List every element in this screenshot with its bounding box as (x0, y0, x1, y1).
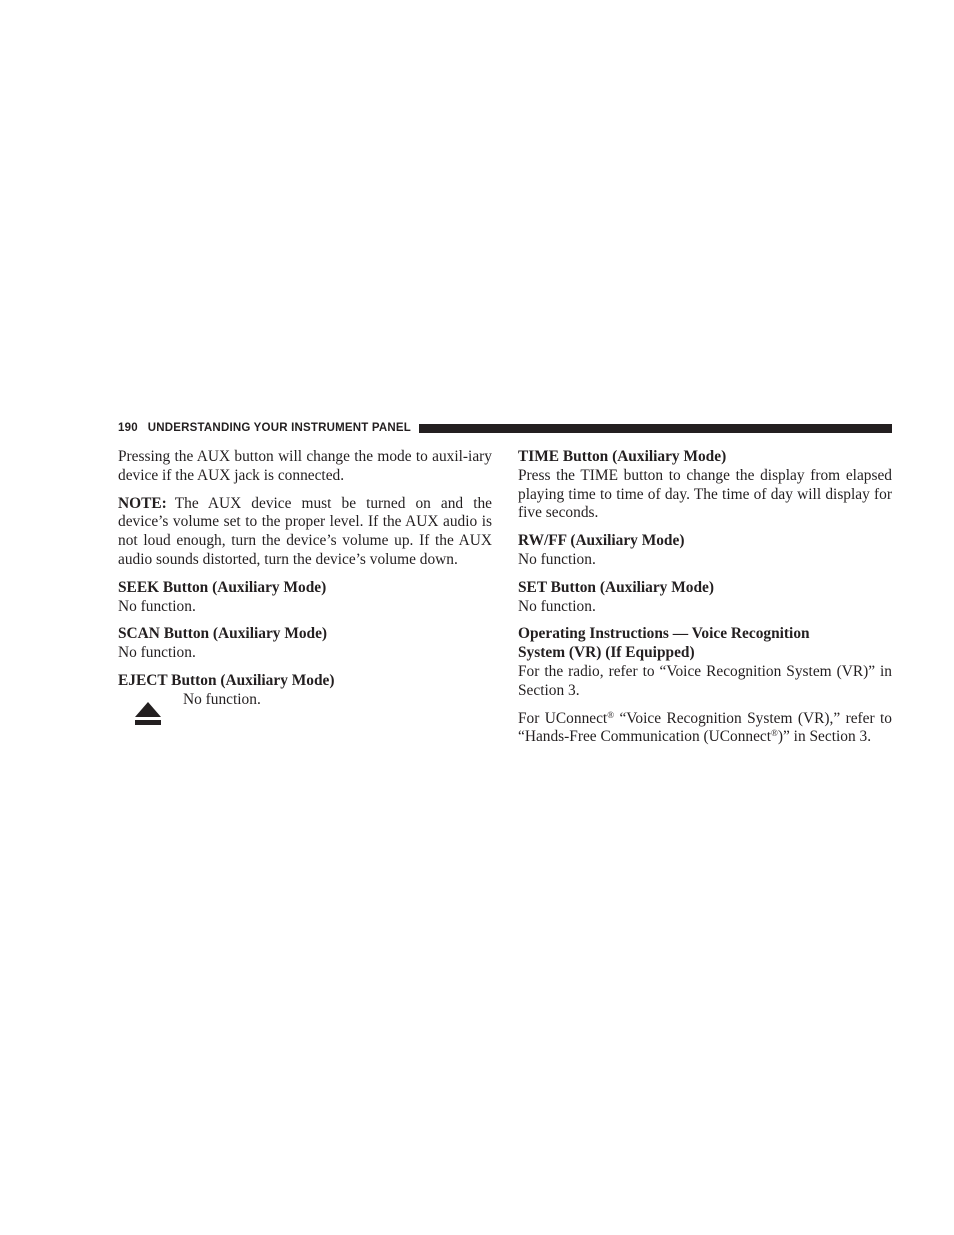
rwff-text: No function. (518, 550, 596, 568)
page-number: 190 (118, 422, 138, 434)
vr-heading-line1: Operating Instructions — Voice Recognition (518, 625, 810, 643)
aux-intro-paragraph: Pressing the AUX button will change the mode to auxil-iary device if the AUX jack is connected. (118, 448, 492, 484)
uconnect-text-c: )” in Section 3. (777, 728, 872, 746)
section-title: UNDERSTANDING YOUR INSTRUMENT PANEL (147, 422, 411, 434)
time-heading: TIME Button (Auxiliary Mode) (518, 448, 727, 465)
eject-icon (133, 701, 163, 727)
seek-heading: SEEK Button (Auxiliary Mode) (118, 578, 327, 596)
set-text: No function. (518, 597, 596, 615)
scan-heading: SCAN Button (Auxiliary Mode) (118, 625, 328, 643)
scan-text: No function. (118, 644, 196, 662)
uconnect-text-b: “Voice Recognition System (VR),” refer to “Hands-Free Communication (UConnect (518, 709, 892, 746)
uconnect-paragraph (518, 710, 892, 748)
registered-mark: ® (771, 728, 778, 739)
note-paragraph (118, 495, 492, 570)
note-text: The AUX device must be turned on and the device’s volume set to the proper level. If the AUX audio is not loud enough, turn the device’s volume up. If the AUX audio sounds distorted, turn the device’s volume down. (118, 494, 492, 568)
page-header (118, 420, 892, 436)
registered-mark: ® (607, 709, 615, 720)
note-label: NOTE: (118, 494, 167, 512)
left-column (118, 448, 492, 751)
vr-heading-line2: System (VR) (If Equipped) (518, 644, 695, 662)
eject-heading: EJECT Button (Auxiliary Mode) (118, 671, 335, 689)
rwff-heading: RW/FF (Auxiliary Mode) (518, 532, 685, 550)
right-column (518, 448, 892, 756)
time-text: Press the TIME button to change the display from elapsed playing time to time of day. The time of day will display for five seconds. (518, 466, 892, 522)
set-heading: SET Button (Auxiliary Mode) (518, 578, 714, 596)
vr-text: For the radio, refer to “Voice Recognition System (VR)” in Section 3. (518, 662, 892, 699)
eject-text: No function. (183, 690, 261, 708)
vr-heading (518, 625, 892, 663)
eject-block (118, 691, 492, 751)
seek-text: No function. (118, 597, 196, 615)
header-rule (419, 424, 892, 433)
uconnect-text-a: For UConnect (518, 709, 608, 727)
